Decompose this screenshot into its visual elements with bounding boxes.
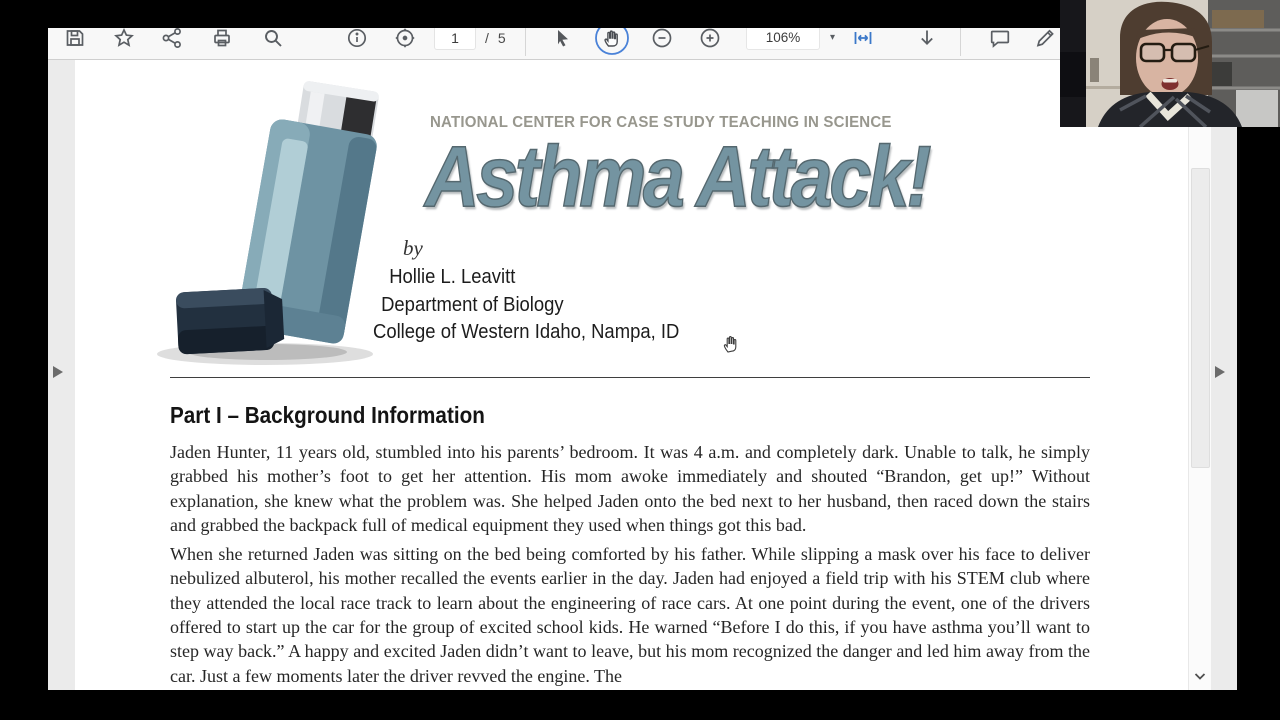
chevron-down-icon: ▾ <box>830 32 836 43</box>
byline: by <box>403 236 423 260</box>
page-total: 5 <box>497 29 506 46</box>
download-arrow-icon <box>915 26 939 50</box>
triangle-right-icon <box>1214 365 1226 379</box>
star-icon <box>112 26 136 50</box>
author-name: Hollie L. Leavitt <box>389 265 516 288</box>
body-text <box>170 440 1090 688</box>
fit-width-icon <box>851 26 875 50</box>
search-icon <box>261 26 285 50</box>
zoom-out-icon <box>650 26 674 50</box>
pen-icon <box>1033 26 1057 50</box>
zoom-in-icon <box>698 26 722 50</box>
publisher-line: NATIONAL CENTER FOR CASE STUDY TEACHING IN SCIENCE <box>430 114 892 131</box>
page-separator: / <box>485 29 489 46</box>
author-department: Department of Biology <box>381 292 564 316</box>
location-icon <box>393 26 417 50</box>
zoom-control[interactable] <box>746 25 835 50</box>
zoom-out-button[interactable] <box>650 26 674 50</box>
annotate-button[interactable] <box>1033 26 1057 50</box>
paragraph: Jaden Hunter, 11 years old, stumbled into his parents’ bedroom. It was 4 a.m. and completely dark. Unable to talk, he simply grabbed his mother’s foot to get her attention. His mom awoke immediately and shouted “Brandon, get up!” Without explanation, she knew what the problem was. She helped Jaden onto the bed next to her husband, then raced down the stairs and grabbed the backpack full of medical equipment they used when things got this bad. <box>170 442 1090 535</box>
download-button[interactable] <box>915 26 939 50</box>
document-title: Asthma Attack! <box>425 129 929 225</box>
cursor-icon <box>550 26 574 50</box>
bookmark-button[interactable] <box>112 26 136 50</box>
info-icon <box>345 26 369 50</box>
zoom-level-box[interactable] <box>746 25 820 50</box>
hand-cursor-icon <box>720 330 742 354</box>
scrollbar-down-button[interactable] <box>1192 668 1208 684</box>
zoom-in-button[interactable] <box>698 26 722 50</box>
section-heading: Part I – Background Information <box>170 402 485 428</box>
print-icon <box>210 26 234 50</box>
page-indicator <box>434 25 506 50</box>
share-button[interactable] <box>160 26 184 50</box>
author-institution: College of Western Idaho, Nampa, ID <box>373 320 680 343</box>
paragraph: When she returned Jaden was sitting on the bed being comforted by his father. While slipping a mask over his face to deliver nebulized albuterol, his mother recalled the events earlier in the day. Jaden had enjoyed a field trip with his STEM club where they attended the local race track to learn about the engineering of race cars. At one point during the event, one of the drivers offered to start up the car for the group of excited school kids. He warned “Before I do this, if you have asthma you’ll want to step way back.” A happy and excited Jaden didn’t want to leave, but his mom recognized the danger and led him away from the car. Just a few moments later the driver revved the engine. The <box>170 544 1090 686</box>
comment-icon <box>988 26 1012 50</box>
print-button[interactable] <box>210 26 234 50</box>
vertical-scrollbar[interactable] <box>1188 60 1211 690</box>
sidebar-expand-arrow[interactable] <box>52 365 64 379</box>
save-icon <box>63 26 87 50</box>
location-button[interactable] <box>393 26 417 50</box>
chevron-down-icon <box>1192 668 1208 684</box>
header-divider <box>170 377 1090 378</box>
select-tool-button[interactable] <box>550 26 574 50</box>
search-button[interactable] <box>261 26 285 50</box>
comment-button[interactable] <box>988 26 1012 50</box>
triangle-right-icon <box>52 365 64 379</box>
webcam-overlay <box>1060 0 1280 127</box>
bottom-letterbox-bar <box>0 690 1280 720</box>
page-number-input[interactable] <box>434 25 476 50</box>
fit-width-button[interactable] <box>851 26 875 50</box>
info-button[interactable] <box>345 26 369 50</box>
zoom-level: 106% <box>765 30 801 45</box>
share-icon <box>160 26 184 50</box>
scrollbar-thumb[interactable] <box>1191 168 1210 468</box>
save-button[interactable] <box>63 26 87 50</box>
presenter-video <box>1060 0 1280 127</box>
page-current: 1 <box>451 29 459 46</box>
pdf-page <box>75 60 1188 720</box>
left-black-column <box>0 0 48 720</box>
author-block <box>373 263 679 346</box>
next-page-arrow[interactable] <box>1214 365 1226 379</box>
